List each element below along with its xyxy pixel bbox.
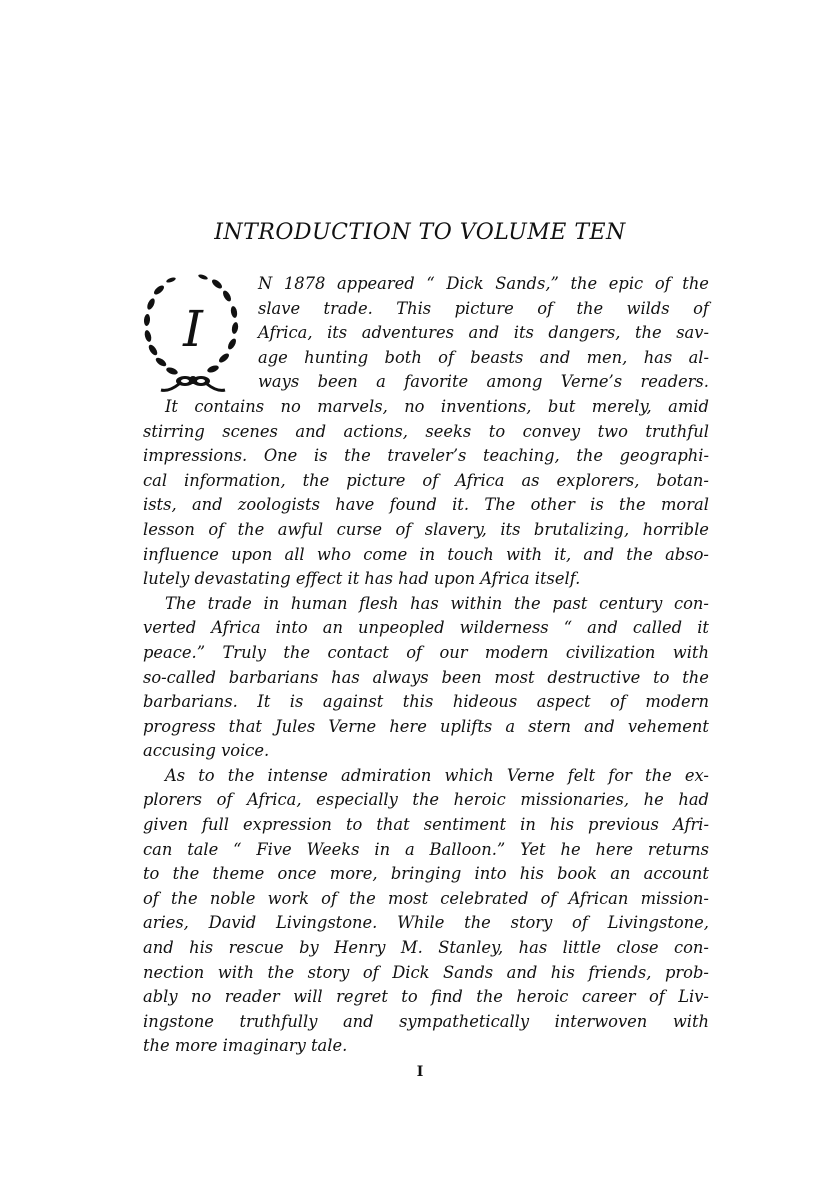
- page-number: I: [416, 1064, 424, 1080]
- text-line: impressions. One is the traveler’s teaching, the geographi-: [143, 446, 709, 466]
- text-line: the more imaginary tale.: [143, 1036, 348, 1056]
- text-line: plorers of Africa, especially the heroic missionaries, he had: [143, 790, 709, 810]
- text-line: The trade in human flesh has within the past century con-: [165, 593, 709, 613]
- text-line: ists, and zoologists have found it. The other is the moral: [143, 495, 709, 515]
- text-line: to the theme once more, bringing into his book an account: [143, 864, 709, 884]
- text-line: accusing voice.: [143, 741, 270, 761]
- text-line: progress that Jules Verne here uplifts a stern and vehement: [143, 716, 709, 736]
- text-line: verted Africa into an unpeopled wilderness “ and called it: [143, 618, 709, 638]
- text-line: age hunting both of beasts and men, has al-: [258, 347, 709, 367]
- page-title: INTRODUCTION TO VOLUME TEN: [214, 220, 626, 245]
- dropcap-letter: I: [183, 300, 203, 358]
- text-line: can tale “ Five Weeks in a Balloon.” Yet he here returns: [143, 839, 709, 859]
- text-line: slave trade. This picture of the wilds of: [258, 298, 709, 318]
- text-line: It contains no marvels, no inventions, but merely, amid: [165, 396, 709, 416]
- text-line: Africa, its adventures and its dangers, the sav-: [258, 323, 709, 343]
- text-line: ably no reader will regret to find the heroic career of Liv-: [143, 987, 709, 1007]
- ornamental-dropcap: [139, 268, 247, 396]
- text-line: so-called barbarians has always been most destructive to the: [143, 667, 709, 687]
- text-line: As to the intense admiration which Verne felt for the ex-: [165, 765, 709, 785]
- text-line: peace.” Truly the contact of our modern civilization with: [143, 642, 709, 662]
- text-line: nection with the story of Dick Sands and his friends, prob-: [143, 962, 709, 982]
- text-line: of the noble work of the most celebrated of African mission-: [143, 888, 709, 908]
- text-line: cal information, the picture of Africa as explorers, botan-: [143, 470, 709, 490]
- text-line: aries, David Livingstone. While the story of Livingstone,: [143, 913, 709, 933]
- text-line: lutely devastating effect it has had upon Africa itself.: [143, 569, 581, 589]
- text-line: ways been a favorite among Verne’s readers.: [258, 372, 709, 392]
- text-line: given full expression to that sentiment in his previous Afri-: [143, 815, 709, 835]
- text-line: N 1878 appeared “ Dick Sands,” the epic of the: [258, 274, 709, 293]
- text-line: barbarians. It is against this hideous aspect of modern: [143, 692, 709, 712]
- text-line: influence upon all who come in touch with it, and the abso-: [143, 544, 709, 564]
- text-line: and his rescue by Henry M. Stanley, has little close con-: [143, 938, 709, 958]
- laurel-wreath-icon: [139, 268, 247, 396]
- body-text: [143, 272, 709, 1059]
- text-line: stirring scenes and actions, seeks to convey two truthful: [143, 421, 709, 441]
- text-line: ingstone truthfully and sympathetically interwoven with: [143, 1011, 709, 1031]
- text-line: lesson of the awful curse of slavery, its brutalizing, horrible: [143, 519, 709, 539]
